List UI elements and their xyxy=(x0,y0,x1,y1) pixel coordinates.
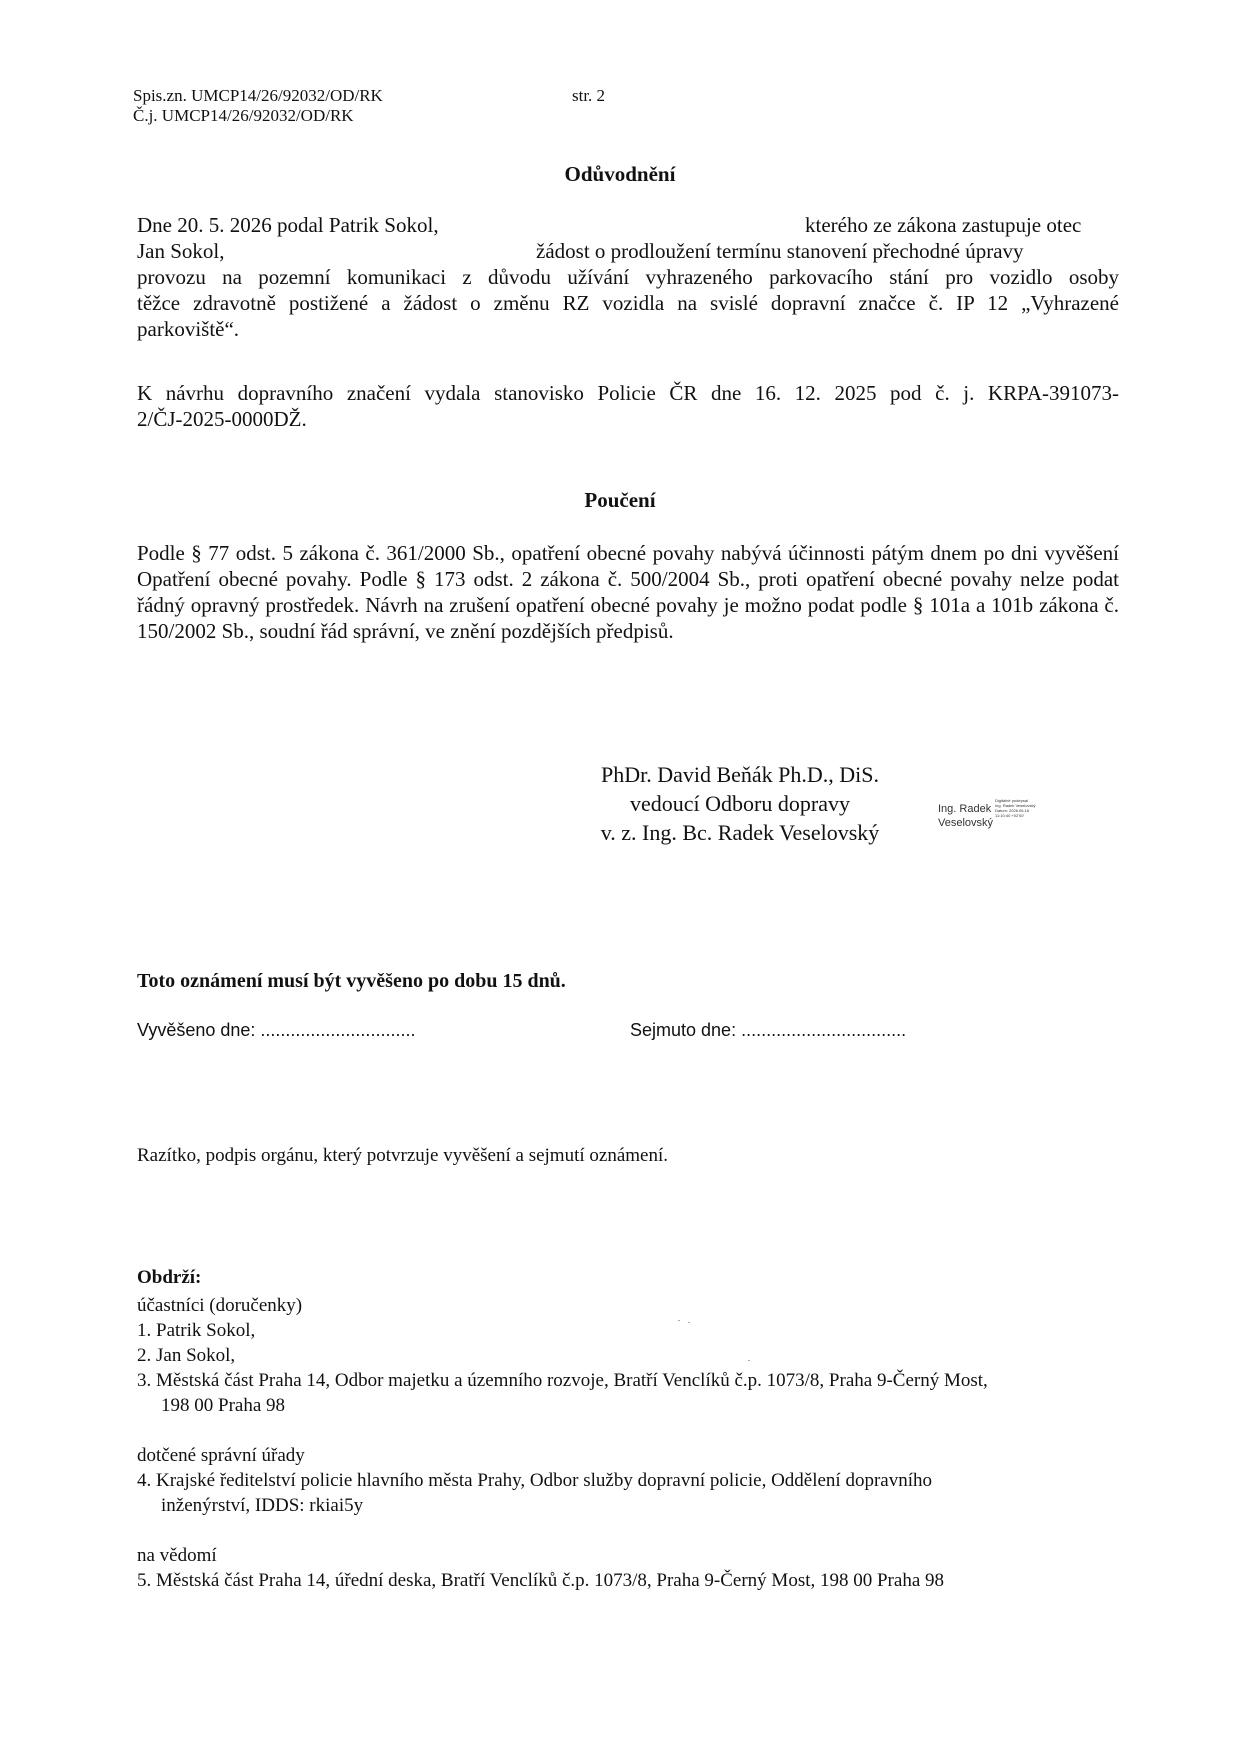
scan-speck xyxy=(688,1322,690,1323)
recipient-4-line2: inženýrství, IDDS: rkiai5y xyxy=(161,1495,364,1516)
pouceni-heading: Poučení xyxy=(584,488,656,512)
page-number: str. 2 xyxy=(572,86,606,105)
digital-signature-detail2: Ing. Radek Veselovský xyxy=(995,803,1036,808)
group-participants: účastníci (doručenky) xyxy=(137,1295,303,1316)
file-reference xyxy=(133,86,383,126)
oduvodneni-line1b: kterého ze zákona zastupuje otec xyxy=(805,213,1082,237)
recipients-list xyxy=(137,1293,988,1593)
recipient-2: 2. Jan Sokol, xyxy=(137,1345,236,1366)
stamp-instruction: Razítko, podpis orgánu, který potvrzuje vyvěšení a sejmutí oznámení. xyxy=(137,1145,668,1166)
cj: Č.j. UMCP14/26/92032/OD/RK xyxy=(133,106,354,125)
oduvodneni-line5: parkoviště“. xyxy=(137,317,240,341)
spis-zn: Spis.zn. UMCP14/26/92032/OD/RK xyxy=(133,86,383,105)
oduvodneni-line2a: Jan Sokol, xyxy=(137,239,225,263)
signature-block xyxy=(560,760,920,847)
posting-duration-notice: Toto oznámení musí být vyvěšeno po dobu 15 dnů. xyxy=(137,970,566,992)
digital-signature-line1: Ing. Radek xyxy=(938,803,992,815)
digital-signature-line2: Veselovský xyxy=(938,817,994,829)
signer-role: vedoucí Odboru dopravy xyxy=(630,791,850,816)
signer-name: PhDr. David Beňák Ph.D., DiS. xyxy=(600,762,880,787)
oduvodneni-line2b: žádost o prodloužení termínu stanovení přechodné úpravy xyxy=(536,239,1024,263)
oduvodneni-line1a: Dne 20. 5. 2026 podal Patrik Sokol, xyxy=(137,213,439,237)
spacer xyxy=(137,1518,988,1543)
oduvodneni-heading: Odůvodnění xyxy=(564,162,676,186)
police-statement-line1: K návrhu dopravního značení vydala stanovisko Policie ČR dne 16. 12. 2025 pod č. j. KRPA-391073- xyxy=(137,381,1119,405)
recipient-3-line2: 198 00 Praha 98 xyxy=(161,1395,286,1416)
pouceni-text: Podle § 77 odst. 5 zákona č. 361/2000 Sb., opatření obecné povahy nabývá účinnosti pátým dnem po dni vyvěšení Opatření obecné povahy. Podle § 173 odst. 2 zákona č. 500/2004 Sb., proti opatření obecné povahy nelze podat řádný opravný prostředek. Návrh na zrušení opatření obecné povahy je možno podat podle § 101a a 101b zákona č. 150/2002 Sb., soudní řád správní, ve znění pozdějších předpisů. xyxy=(137,541,1119,643)
recipients-heading: Obdrží: xyxy=(137,1267,202,1288)
recipient-4-line1: 4. Krajské ředitelství policie hlavního města Prahy, Odbor služby dopravní policie, Oddělení dopravního xyxy=(137,1470,933,1491)
digital-signature-detail1: Digitálně podepsal xyxy=(995,798,1028,803)
removed-date-field: Sejmuto dne: ................................. xyxy=(630,1020,907,1040)
group-authorities: dotčené správní úřady xyxy=(137,1445,305,1466)
group-for-information: na vědomí xyxy=(137,1545,217,1566)
recipient-1: 1. Patrik Sokol, xyxy=(137,1320,256,1341)
spacer xyxy=(137,1418,988,1443)
recipient-3-line1: 3. Městská část Praha 14, Odbor majetku a územního rozvoje, Bratří Venclíků č.p. 1073/8, Praha 9-Černý Most, xyxy=(137,1370,988,1391)
oduvodneni-line4: těžce zdravotně postižené a žádost o změnu RZ vozidla na svislé dopravní značce č. IP 12 „Vyhrazené xyxy=(137,291,1119,315)
scan-speck xyxy=(678,1320,680,1321)
signer-deputy: v. z. Ing. Bc. Radek Veselovský xyxy=(600,820,880,845)
oduvodneni-line3: provozu na pozemní komunikaci z důvodu užívání vyhrazeného parkovacího stání pro vozidlo osoby xyxy=(137,265,1119,289)
digital-signature-detail4: 11:10:40 +02'00' xyxy=(995,813,1025,818)
scan-speck xyxy=(748,1360,750,1361)
recipient-5: 5. Městská část Praha 14, úřední deska, Bratří Venclíků č.p. 1073/8, Praha 9-Černý Most, 198 00 Praha 98 xyxy=(137,1570,944,1591)
digital-signature-detail3: Datum: 2026.06.16 xyxy=(995,808,1030,813)
posted-date-field: Vyvěšeno dne: ............................... xyxy=(137,1020,416,1040)
police-statement-line2: 2/ČJ-2025-0000DŽ. xyxy=(137,407,307,431)
digital-signature-mark xyxy=(938,798,1036,830)
